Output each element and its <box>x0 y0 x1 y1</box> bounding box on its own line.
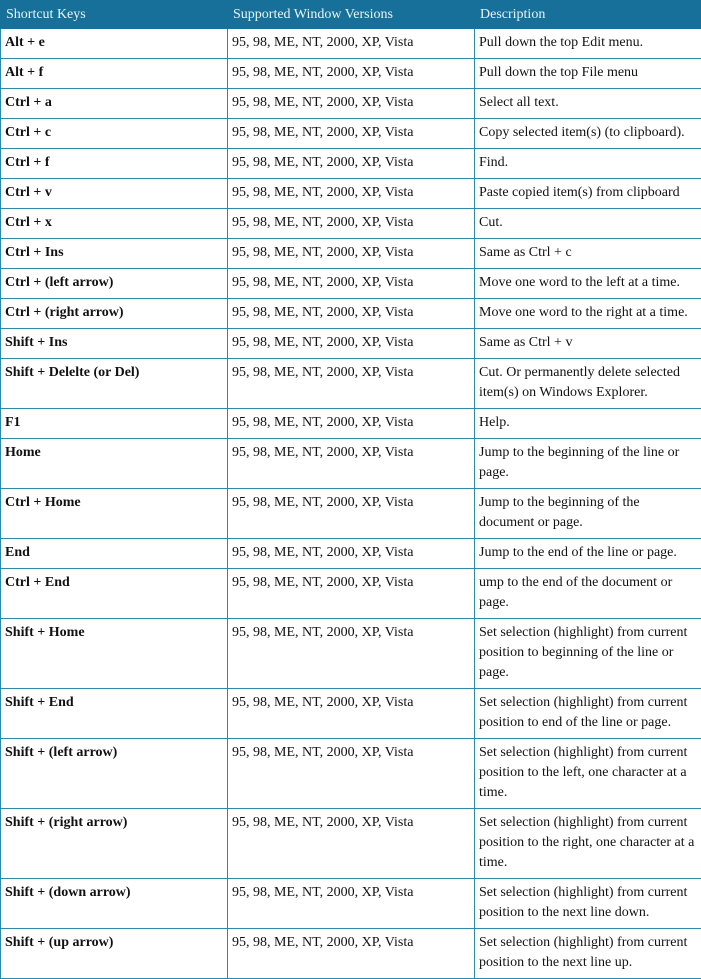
shortcut-key-cell: Shift + (left arrow) <box>1 739 228 809</box>
description-cell: ump to the end of the document or page. <box>475 569 701 619</box>
versions-cell: 95, 98, ME, NT, 2000, XP, Vista <box>228 879 475 929</box>
table-row <box>1 489 701 539</box>
description-cell: Set selection (highlight) from current position to beginning of the line or page. <box>475 619 701 689</box>
description-cell: Paste copied item(s) from clipboard <box>475 179 701 209</box>
versions-cell: 95, 98, ME, NT, 2000, XP, Vista <box>228 269 475 299</box>
versions-cell: 95, 98, ME, NT, 2000, XP, Vista <box>228 89 475 119</box>
description-cell: Jump to the beginning of the line or page. <box>475 439 701 489</box>
versions-cell: 95, 98, ME, NT, 2000, XP, Vista <box>228 619 475 689</box>
description-cell: Find. <box>475 149 701 179</box>
shortcut-key-cell: Ctrl + (right arrow) <box>1 299 228 329</box>
versions-cell: 95, 98, ME, NT, 2000, XP, Vista <box>228 299 475 329</box>
table-row <box>1 809 701 879</box>
description-cell: Cut. <box>475 209 701 239</box>
shortcut-key-cell: Ctrl + End <box>1 569 228 619</box>
shortcut-key-cell: End <box>1 539 228 569</box>
table-row <box>1 929 701 979</box>
table-row <box>1 329 701 359</box>
description-cell: Set selection (highlight) from current position to the left, one character at a time. <box>475 739 701 809</box>
shortcut-key-cell: Ctrl + Ins <box>1 239 228 269</box>
shortcut-key-cell: Alt + e <box>1 29 228 59</box>
table-row <box>1 619 701 689</box>
description-cell: Copy selected item(s) (to clipboard). <box>475 119 701 149</box>
description-cell: Help. <box>475 409 701 439</box>
shortcut-key-cell: F1 <box>1 409 228 439</box>
versions-cell: 95, 98, ME, NT, 2000, XP, Vista <box>228 59 475 89</box>
shortcut-key-cell: Shift + (down arrow) <box>1 879 228 929</box>
shortcut-key-cell: Shift + (right arrow) <box>1 809 228 879</box>
header-description: Description <box>475 1 701 29</box>
shortcut-key-cell: Shift + Home <box>1 619 228 689</box>
table-row <box>1 299 701 329</box>
shortcut-key-cell: Ctrl + Home <box>1 489 228 539</box>
table-row <box>1 409 701 439</box>
shortcut-key-cell: Ctrl + a <box>1 89 228 119</box>
description-cell: Jump to the beginning of the document or page. <box>475 489 701 539</box>
versions-cell: 95, 98, ME, NT, 2000, XP, Vista <box>228 409 475 439</box>
description-cell: Same as Ctrl + c <box>475 239 701 269</box>
table-row <box>1 149 701 179</box>
table-row <box>1 569 701 619</box>
versions-cell: 95, 98, ME, NT, 2000, XP, Vista <box>228 569 475 619</box>
versions-cell: 95, 98, ME, NT, 2000, XP, Vista <box>228 539 475 569</box>
versions-cell: 95, 98, ME, NT, 2000, XP, Vista <box>228 29 475 59</box>
description-cell: Pull down the top Edit menu. <box>475 29 701 59</box>
versions-cell: 95, 98, ME, NT, 2000, XP, Vista <box>228 809 475 879</box>
table-row <box>1 59 701 89</box>
shortcut-key-cell: Alt + f <box>1 59 228 89</box>
shortcut-key-cell: Shift + (up arrow) <box>1 929 228 979</box>
description-cell: Set selection (highlight) from current position to the next line up. <box>475 929 701 979</box>
description-cell: Pull down the top File menu <box>475 59 701 89</box>
versions-cell: 95, 98, ME, NT, 2000, XP, Vista <box>228 739 475 809</box>
header-row <box>1 1 701 29</box>
table-row <box>1 29 701 59</box>
description-cell: Same as Ctrl + v <box>475 329 701 359</box>
shortcut-key-cell: Ctrl + f <box>1 149 228 179</box>
shortcut-key-cell: Home <box>1 439 228 489</box>
shortcut-key-cell: Ctrl + v <box>1 179 228 209</box>
description-cell: Set selection (highlight) from current position to end of the line or page. <box>475 689 701 739</box>
table-row <box>1 209 701 239</box>
description-cell: Select all text. <box>475 89 701 119</box>
header-supported-versions: Supported Window Versions <box>228 1 475 29</box>
table-row <box>1 119 701 149</box>
table-row <box>1 179 701 209</box>
versions-cell: 95, 98, ME, NT, 2000, XP, Vista <box>228 929 475 979</box>
shortcut-key-cell: Shift + Ins <box>1 329 228 359</box>
description-cell: Jump to the end of the line or page. <box>475 539 701 569</box>
table-row <box>1 269 701 299</box>
versions-cell: 95, 98, ME, NT, 2000, XP, Vista <box>228 209 475 239</box>
shortcut-key-cell: Shift + Delelte (or Del) <box>1 359 228 409</box>
versions-cell: 95, 98, ME, NT, 2000, XP, Vista <box>228 149 475 179</box>
versions-cell: 95, 98, ME, NT, 2000, XP, Vista <box>228 439 475 489</box>
versions-cell: 95, 98, ME, NT, 2000, XP, Vista <box>228 239 475 269</box>
versions-cell: 95, 98, ME, NT, 2000, XP, Vista <box>228 359 475 409</box>
description-cell: Set selection (highlight) from current position to the next line down. <box>475 879 701 929</box>
shortcut-key-cell: Ctrl + (left arrow) <box>1 269 228 299</box>
table-row <box>1 359 701 409</box>
table-row <box>1 89 701 119</box>
versions-cell: 95, 98, ME, NT, 2000, XP, Vista <box>228 689 475 739</box>
table-row <box>1 739 701 809</box>
description-cell: Move one word to the left at a time. <box>475 269 701 299</box>
header-shortcut-keys: Shortcut Keys <box>1 1 228 29</box>
shortcut-key-cell: Ctrl + c <box>1 119 228 149</box>
table-row <box>1 539 701 569</box>
versions-cell: 95, 98, ME, NT, 2000, XP, Vista <box>228 489 475 539</box>
versions-cell: 95, 98, ME, NT, 2000, XP, Vista <box>228 119 475 149</box>
table-row <box>1 879 701 929</box>
versions-cell: 95, 98, ME, NT, 2000, XP, Vista <box>228 329 475 359</box>
table-row <box>1 689 701 739</box>
description-cell: Move one word to the right at a time. <box>475 299 701 329</box>
description-cell: Set selection (highlight) from current position to the right, one character at a time. <box>475 809 701 879</box>
table-row <box>1 239 701 269</box>
versions-cell: 95, 98, ME, NT, 2000, XP, Vista <box>228 179 475 209</box>
shortcut-key-cell: Shift + End <box>1 689 228 739</box>
table-row <box>1 439 701 489</box>
shortcut-key-cell: Ctrl + x <box>1 209 228 239</box>
description-cell: Cut. Or permanently delete selected item(s) on Windows Explorer. <box>475 359 701 409</box>
